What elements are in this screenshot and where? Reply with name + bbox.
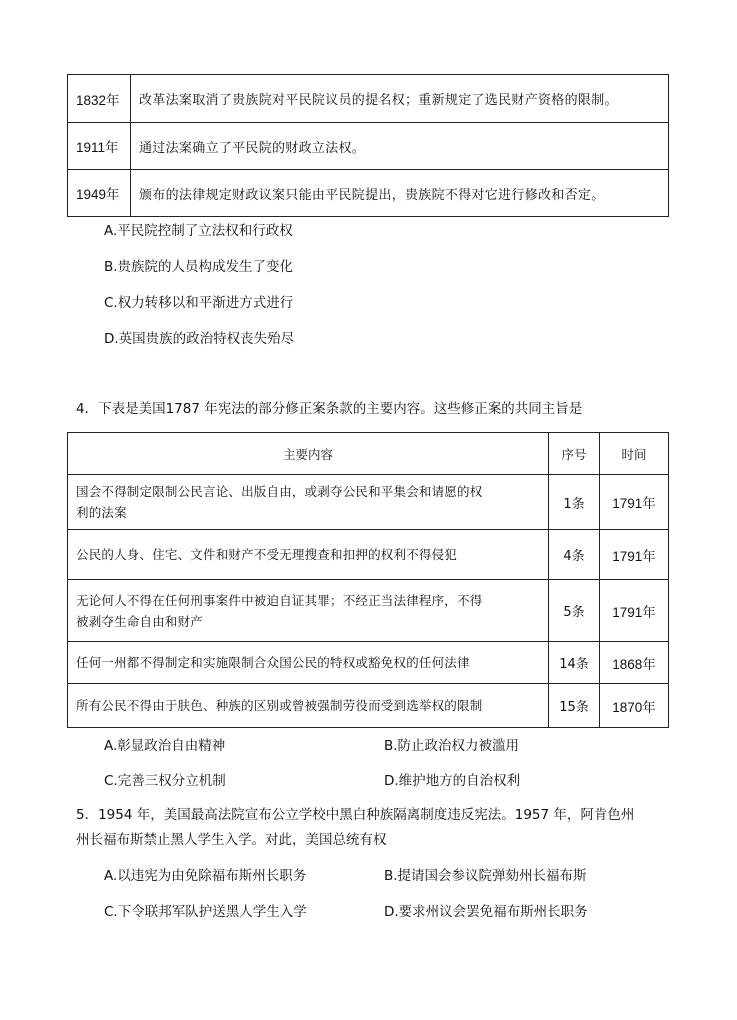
number-cell: 4条 xyxy=(549,530,600,580)
year-cell: 1949年 xyxy=(68,170,131,217)
history-table xyxy=(67,74,669,217)
q5-option-d[interactable]: D.要求州议会罢免福布斯州长职务 xyxy=(384,904,588,920)
q5-option-c[interactable]: C.下令联邦军队护送黑人学生入学 xyxy=(104,904,307,920)
time-cell: 1870年 xyxy=(600,684,669,728)
year-cell: 1911年 xyxy=(68,123,131,170)
q4-option-c[interactable]: C.完善三权分立机制 xyxy=(104,773,226,789)
table-row xyxy=(68,475,669,530)
time-cell: 1791年 xyxy=(600,580,669,642)
content-cell: 通过法案确立了平民院的财政立法权。 xyxy=(131,123,669,170)
q4-option-b[interactable]: B.防止政治权力被滥用 xyxy=(384,738,520,754)
amendments-table xyxy=(67,432,669,728)
content-cell xyxy=(68,475,549,530)
q5-option-b[interactable]: B.提请国会参议院弹劾州长福布斯 xyxy=(384,868,587,884)
q3-option-d[interactable]: D.英国贵族的政治特权丧失殆尽 xyxy=(104,331,295,347)
header-number: 序号 xyxy=(549,433,600,475)
q5-option-a[interactable]: A.以违宪为由免除福布斯州长职务 xyxy=(104,868,307,884)
content-cell xyxy=(68,580,549,642)
table-row xyxy=(68,580,669,642)
header-content: 主要内容 xyxy=(68,433,549,475)
number-cell: 5条 xyxy=(549,580,600,642)
q3-option-a[interactable]: A.平民院控制了立法权和行政权 xyxy=(104,223,293,239)
content-line: 被剥夺生命自由和财产 xyxy=(76,613,204,629)
header-time: 时间 xyxy=(600,433,669,475)
number-cell: 14条 xyxy=(549,642,600,684)
content-cell xyxy=(68,530,549,580)
table-row xyxy=(68,170,669,217)
table-row xyxy=(68,530,669,580)
content-line: 所有公民不得由于肤色、种族的区别或曾被强制劳役而受到选举权的限制 xyxy=(76,698,483,713)
content-cell xyxy=(68,684,549,728)
content-cell: 改革法案取消了贵族院对平民院议员的提名权；重新规定了选民财产资格的限制。 xyxy=(131,75,669,123)
content-cell xyxy=(68,642,549,684)
table-row xyxy=(68,75,669,123)
q3-option-c[interactable]: C.权力转移以和平渐进方式进行 xyxy=(104,295,294,311)
table-row xyxy=(68,684,669,728)
q3-option-b[interactable]: B.贵族院的人员构成发生了变化 xyxy=(104,259,294,275)
year-cell: 1832年 xyxy=(68,75,131,123)
question-5-stem-line2: 州长福布斯禁止黑人学生入学。对此，美国总统有权 xyxy=(76,832,387,848)
question-5-stem-line1: 5．1954 年，美国最高法院宣布公立学校中黑白种族隔离制度违反宪法。1957 年，阿肯色州 xyxy=(76,807,635,823)
content-line: 国会不得制定限制公民言论、出版自由，或剥夺公民和平集会和请愿的权 xyxy=(76,484,483,499)
content-line: 利的法案 xyxy=(76,505,127,520)
time-cell: 1868年 xyxy=(600,642,669,684)
table-row xyxy=(68,642,669,684)
question-4-stem: 4．下表是美国1787 年宪法的部分修正案条款的主要内容。这些修正案的共同主旨是 xyxy=(76,401,583,417)
number-cell: 15条 xyxy=(549,684,600,728)
table-header-row xyxy=(68,433,669,475)
content-line: 无论何人不得在任何刑事案件中被迫自证其罪；不经正当法律程序，不得 xyxy=(76,592,483,608)
q4-option-a[interactable]: A.彰显政治自由精神 xyxy=(104,738,226,754)
time-cell: 1791年 xyxy=(600,530,669,580)
table-row xyxy=(68,123,669,170)
content-line: 公民的人身、住宅、文件和财产不受无理搜查和扣押的权利不得侵犯 xyxy=(76,547,458,562)
time-cell: 1791年 xyxy=(600,475,669,530)
number-cell: 1条 xyxy=(549,475,600,530)
content-cell: 颁布的法律规定财政议案只能由平民院提出，贵族院不得对它进行修改和否定。 xyxy=(131,170,669,217)
content-line: 任何一州都不得制定和实施限制合众国公民的特权或豁免权的任何法律 xyxy=(76,655,470,670)
q4-option-d[interactable]: D.维护地方的自治权利 xyxy=(384,773,521,789)
